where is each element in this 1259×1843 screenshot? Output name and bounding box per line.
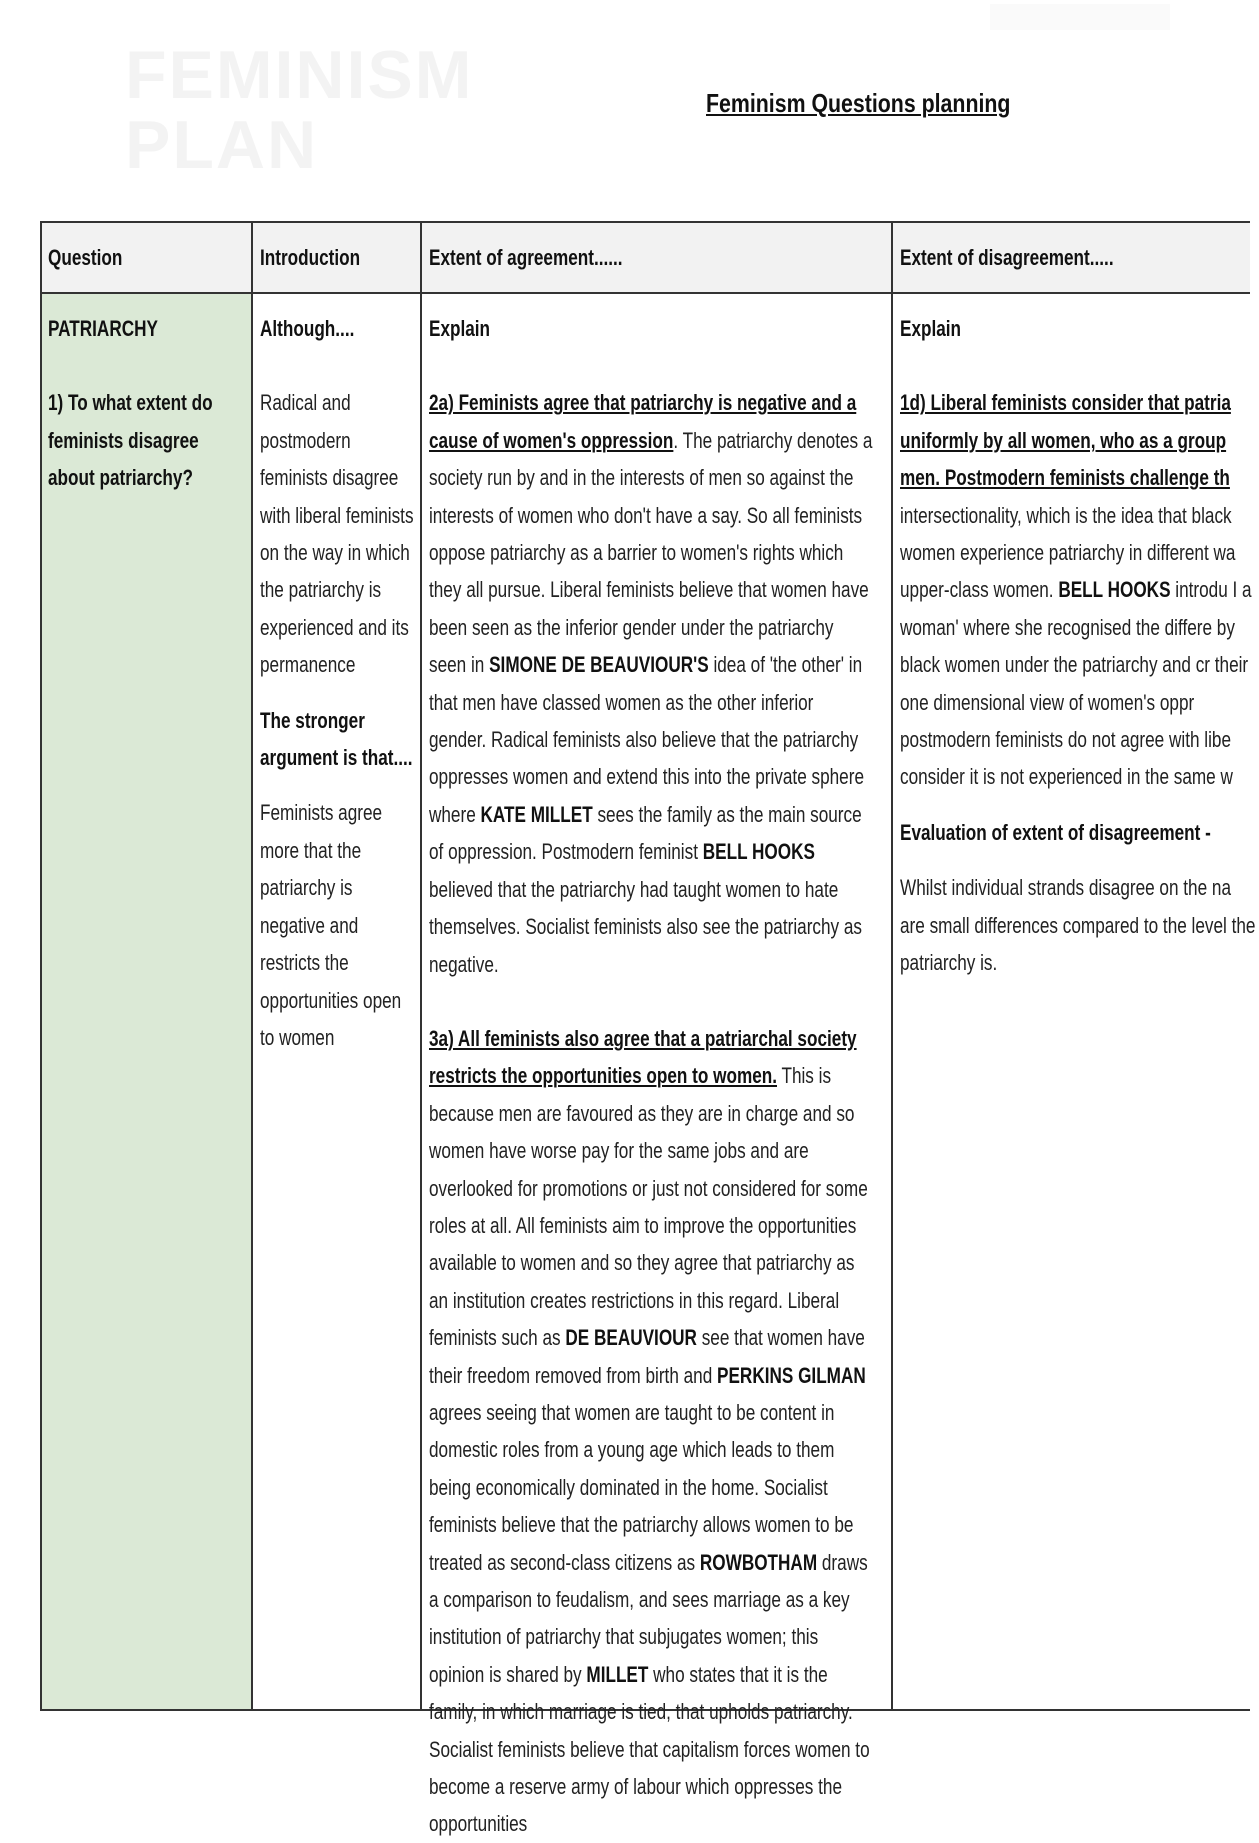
column-border	[420, 221, 422, 1711]
introduction-cell	[260, 310, 416, 1056]
agreement-explain-label: Explain	[429, 316, 491, 341]
paragraph-3a-heading: 3a) All feminists also agree that a patriarchal society restricts the opportunities open to women.	[429, 1025, 857, 1089]
header-bottom-border	[40, 292, 1250, 294]
paragraph-text: believed that the patriarchy had taught women to hate themselves. Socialist feminists also see the patriarchy as negative.	[429, 876, 862, 977]
paragraph-text: idea of 'the other' in that men have classed women as the other inferior gender. Radical feminists also believe that the patriarchy oppresses women and extend this into the private sphere where	[429, 652, 864, 827]
paragraph-text: agrees seeing that women are taught to be content in domestic roles from a young age which leads to them being economically dominated in the home. Socialist feminists believe that the patriarchy allows women to be treated as second-class citizens as	[429, 1399, 854, 1575]
paragraph-text: . The patriarchy denotes a society run by and in the interests of men so against the interests of women who don't have a say. So all feminists oppose patriarchy as a barrier to women's rights which they all pursue. Liberal feminists believe that women have been seen as the inferior gender under the patriarchy seen in	[429, 427, 873, 678]
paragraph-text: sees the family as the main source of oppression. Postmodern feminist	[429, 801, 862, 865]
theorist-name: SIMONE DE BEAUVIOUR'S	[489, 652, 709, 678]
column-border	[40, 221, 42, 1711]
column-border	[891, 221, 893, 1711]
watermark-logo: FEMINISM PLAN	[125, 37, 474, 183]
theorist-name: BELL HOOKS	[702, 839, 815, 865]
disagreement-cell	[900, 310, 1259, 982]
paragraph-2a-heading: 2a) Feminists agree that patriarchy is negative and a cause of women's oppression	[429, 390, 857, 453]
question-topic: PATRIARCHY	[48, 316, 158, 341]
paragraph-text: intersectionality, which is the idea that black women experience patriarchy in different wa upper-class women.	[900, 502, 1236, 603]
header-disagreement: Extent of disagreement.....	[900, 245, 1114, 270]
although-text: Radical and postmodern feminists disagree with liberal feminists on the way in which the patriarchy is experienced and its permanence	[260, 390, 414, 678]
although-label: Although....	[260, 316, 355, 341]
theorist-name: DE BEAUVIOUR	[565, 1325, 697, 1351]
agreement-cell	[429, 310, 874, 1843]
theorist-name: BELL HOOKS	[1058, 577, 1171, 603]
disagreement-paragraph-1d	[900, 384, 1259, 795]
question-cell-background	[40, 293, 252, 1711]
stronger-argument-label: The stronger argument is that....	[260, 707, 413, 771]
column-border	[251, 221, 253, 1711]
paragraph-text: This is because men are favoured as they are in charge and so women have worse pay for the same jobs and are overlooked for promotions or just not considered for some roles at all. All feminists aim to improve the opportunities available to women and so they agree that patriarchy as an institution creates restrictions in this regard. Liberal feminists such as	[429, 1063, 868, 1351]
evaluation-text: Whilst individual strands disagree on the na are small differences compared to the level the patriarchy is.	[900, 875, 1256, 976]
theorist-name: KATE MILLET	[480, 801, 593, 827]
header-question: Question	[48, 245, 123, 270]
question-text: 1) To what extent do feminists disagree about patriarchy?	[48, 390, 213, 491]
agreement-paragraph-3a	[429, 1020, 874, 1843]
disagreement-explain-label: Explain	[900, 316, 962, 341]
header-agreement: Extent of agreement......	[429, 245, 623, 270]
paragraph-text: draws a comparison to feudalism, and sees marriage as a key institution of patriarchy that subjugates women; this opinion is shared by	[429, 1549, 868, 1687]
paragraph-text: introdu I a woman' where she recognised the differe by black women under the patriarchy and cr their one dimensional view of women's oppr postmodern feminists do not agree with libe consider it is not experienced in the same w	[900, 577, 1252, 790]
question-cell	[48, 310, 239, 497]
paragraph-1d-heading: 1d) Liberal feminists consider that patria uniformly by all women, who as a group men. Postmodern feminists challenge th	[900, 390, 1231, 491]
watermark-corner	[990, 4, 1170, 30]
theorist-name: ROWBOTHAM	[699, 1549, 818, 1575]
agreement-paragraph-2a	[429, 384, 874, 983]
theorist-name: PERKINS GILMAN	[717, 1362, 866, 1388]
paragraph-text: who states that it is the family, in which marriage is tied, that upholds patriarchy. Socialist feminists believe that capitalism forces women to become a reserve army of labour which oppresses the opportunities	[429, 1661, 870, 1837]
stronger-argument-text: Feminists agree more that the patriarchy is negative and restricts the opportunities open to women	[260, 800, 402, 1050]
document-title: Feminism Questions planning	[706, 88, 1011, 118]
planning-table	[40, 221, 1256, 1837]
header-introduction: Introduction	[260, 245, 361, 270]
evaluation-label: Evaluation of extent of disagreement -	[900, 819, 1211, 845]
table-top-border	[40, 221, 1250, 223]
paragraph-text: see that women have their freedom removed from birth and	[429, 1325, 865, 1388]
theorist-name: MILLET	[586, 1661, 649, 1687]
